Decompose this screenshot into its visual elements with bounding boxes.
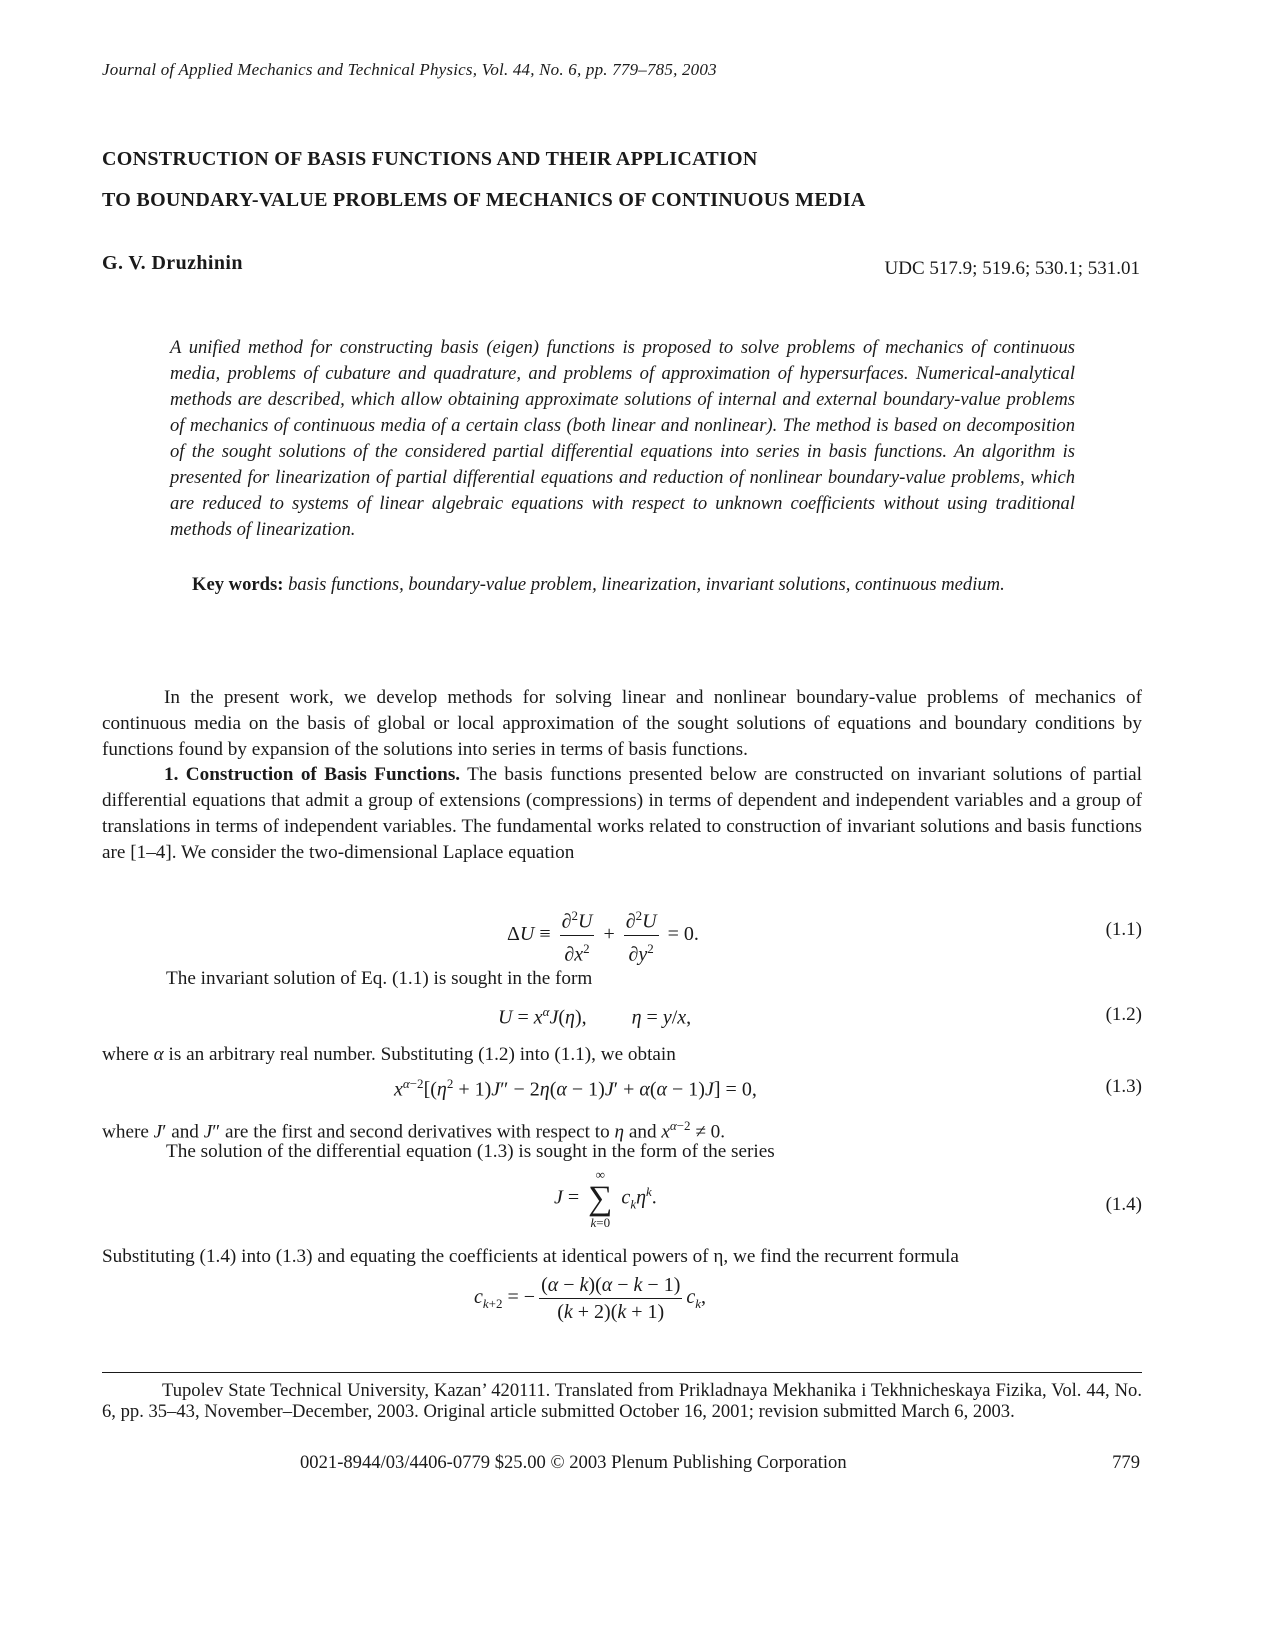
equation-1-2 [102,1004,1142,1034]
udc-code: UDC 517.9; 519.6; 530.1; 531.01 [884,258,1140,279]
keywords [170,572,1075,598]
title-line-2: TO BOUNDARY-VALUE PROBLEMS OF MECHANICS OF CONTINUOUS MEDIA [102,189,866,211]
footnote-text: Tupolev State Technical University, Kazan’ 420111. Translated from Prikladnaya Mekhanika i Tekhnicheskaya Fizika, Vol. 44, No. 6, pp. 35–43, November–December, 2003. Original article submitted October 16, 2001; revision submitted March 6, 2003. [102,1380,1142,1422]
intro-text: In the present work, we develop methods for solving linear and nonlinear boundary-value problems of mechanics of continuous media on the basis of global or local approximation of the sought solutions of equations and boundary conditions by functions found by expansion of the solutions into series in terms of basis functions. [102,687,1142,760]
section-heading: 1. Construction of Basis Functions. [164,764,461,785]
text-after-eq-1-4: Substituting (1.4) into (1.3) and equating the coefficients at identical powers of η, we find the recurrent formula [102,1246,959,1267]
equation-number-1-3: (1.3) [1105,1076,1142,1097]
section-text: The basis functions presented below are constructed on invariant solutions of partial differential equations that admit a group of extensions (compressions) in terms of dependent and independent variables and a group of translations in terms of independent variables. The fundamental works related to construction of invariant solutions and basis functions are [1–4]. We consider the two-dimensional Laplace equation [102,764,1142,863]
journal-header: Journal of Applied Mechanics and Technical Physics, Vol. 44, No. 6, pp. 779–785, 2003 [102,60,717,79]
text-after-eq-1-2-b: is an arbitrary real number. Substituting (1.2) into (1.1), we obtain [163,1044,676,1065]
equation-1-3 [102,1076,1142,1106]
footnote [102,1380,1142,1422]
equation-1-1 [102,903,1142,966]
equation-1-4-body: J = ∞ ∑ k=0 $c_k\eta^k$. [554,1167,657,1230]
equation-number-1-1: (1.1) [1105,919,1142,940]
footnote-rule [102,1372,1142,1373]
author-name: G. V. Druzhinin [102,252,243,274]
text-after-eq-1-3: The solution of the differential equation (1.3) is sought in the form of the series [166,1141,775,1162]
equation-1-1-body: ΔU ≡ $\frac{\partial^2U}{\partial x^2}$ + $\frac{\partial^2U}{\partial y^2}$ = 0. [507,903,699,967]
text-after-eq-1-2: where α is an arbitrary real number. Substituting (1.2) into (1.1), we obtain [102,1044,676,1065]
title-line-1: CONSTRUCTION OF BASIS FUNCTIONS AND THEIR APPLICATION [102,148,758,170]
abstract: A unified method for constructing basis (eigen) functions is proposed to solve problems of mechanics of continuous media, problems of cubature and quadrature, and problems of approximation of hypersurfaces. Numerical-analytical methods are described, which allow obtaining approximate solutions of internal and external boundary-value problems of mechanics of continuous media of a certain class (both linear and nonlinear). The method is based on decomposition of the sought solutions of the considered partial differential equations into series in basis functions. An algorithm is presented for linearization of partial differential equations and reduction of nonlinear boundary-value problems, which are reduced to systems of linear algebraic equations with respect to unknown coefficients without using traditional methods of linearization. [170,337,1075,540]
text-after-eq-1-2-a: where [102,1044,154,1065]
intro-paragraph [102,685,1142,763]
equation-number-1-2: (1.2) [1105,1004,1142,1025]
page-number: 779 [1112,1452,1140,1473]
equation-1-3-body: $x^{\alpha-2}[(\eta^2 + 1)J'' - 2\eta(\alpha - 1)J' + \alpha(\alpha - 1)J] = 0$, [394,1076,757,1101]
equation-number-1-4: (1.4) [1105,1194,1142,1215]
recurrent-formula-body: $c_{k+2}$ = − $\frac{(\alpha - k)(\alpha - k - 1)}{(k + 2)(k + 1)}$ $c_k$, [474,1274,707,1323]
keywords-label: Key words: [192,574,284,595]
keywords-text: basis functions, boundary-value problem, linearization, invariant solutions, continuous medium. [288,574,1005,595]
equation-1-4 [102,1168,1142,1238]
equation-1-2-body: $U = x^\alpha J(\eta)$, η = y/x, [498,1004,692,1029]
text-after-eq-1-3-a: where J′ and J″ are the first and second derivatives with respect to η and $x^{\alpha-2} \ne 0$. [102,1118,726,1143]
recurrent-formula [102,1272,1142,1332]
section-1-paragraph [102,762,1142,866]
copyright-line: 0021-8944/03/4406-0779 $25.00 © 2003 Plenum Publishing Corporation [300,1452,847,1473]
text-after-eq-1-1: The invariant solution of Eq. (1.1) is sought in the form [166,968,593,989]
